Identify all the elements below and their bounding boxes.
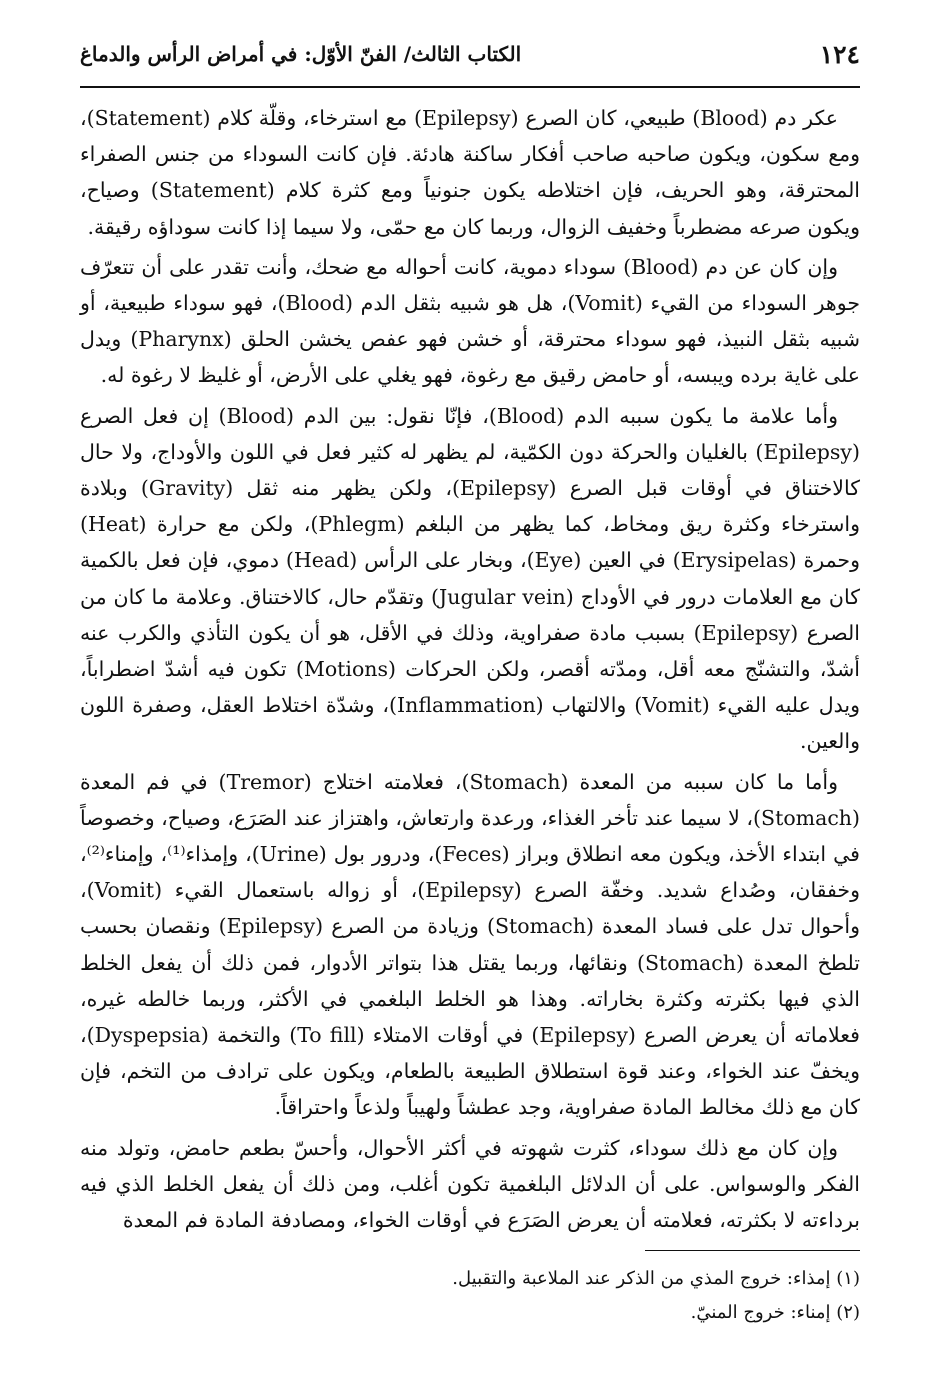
header-divider xyxy=(80,86,860,88)
footnotes xyxy=(80,1262,860,1330)
footnote-divider xyxy=(645,1250,860,1251)
page-number: ١٢٤ xyxy=(819,40,860,69)
paragraph: وإن كان عن دم (Blood) سوداء دموية، كانت أحواله مع ضحك، وأنت تقدر على أن تتعرّف جوهر السوداء من القيء (Vomit)، هل هو شبيه بثقل الدم (Blood)، فهو سوداء طبيعية، أو شبيه بثقل النبيذ، فهو سوداء محترقة، أو خشن فهو عفص يخشن الحلق (Pharynx) ويدل على غاية برده ويبسه، أو حامض رقيق مع رغوة، فهو يغلي على الأرض، أو غليظ لا رغوة له. xyxy=(80,254,861,388)
paragraph: وأما علامة ما يكون سببه الدم (Blood)، فإنّا نقول: بين الدم (Blood) إن فعل الصرع (Epilepsy) بالغليان والحركة دون الكمّية، لم يظهر له كثير فعل في اللون والأوداج، ولا حال كالاختناق في أوقات قبل الصرع (Epilepsy)، ولكن يظهر منه ثقل (Gravity) وبلادة واسترخاء وكثرة ريق ومخاط، كما يظهر من البلغم (Phlegm)، ولكن مع حرارة (Heat) وحمرة (Erysipelas) في العين (Eye)، وبخار على الرأس (Head) دموي، فإن فعل بالكمية كان مع العلامات درور في الأوداج (Jugular vein) وتقدّم حال، كالاختناق. وعلامة ما كان من الصرع (Epilepsy) بسبب مادة صفراوية، وذلك في الأقل، هو أن يكون التأذي والكرب عنه أشدّ، والتشنّج معه أقل، ومدّته أقصر، ولكن الحركات (Motions) تكون فيه أشدّ اضطراباً، ويدل عليه القيء (Vomit) والالتهاب (Inflammation)، وشدّة اختلاط العقل، وصفرة اللون والعين. xyxy=(80,403,860,754)
footnote: (١) إمذاء: خروج المذي من الذكر عند الملاعبة والتقبيل. xyxy=(452,1268,860,1289)
paragraph: وإن كان مع ذلك سوداء، كثرت شهوته في أكثر الأحوال، وأحسّ بطعم حامض، وتولد منه الفكر والوسواس. على أن الدلائل البلغمية تكون أغلب، ومن ذلك أن يفعل الخلط الذي فيه برداءته لا بكثرته، فعلامته أن يعرض الصَرَع في أوقات الخواء، ومصادفة المادة فم المعدة xyxy=(80,1135,860,1233)
paragraph: عكر دم (Blood) طبيعي، كان الصرع (Epilepsy) مع استرخاء، وقلّة كلام (Statement)، ومع سكون، ويكون صاحبه صاحب أفكار ساكنة هادئة. فإن كانت السوداء من جنس الصفراء المحترقة، وهو الحريف، فإن اختلاطه يكون جنونياً ومع كثرة كلام (Statement) وصياح، ويكون صرعه مضطرباً وخفيف الزوال، وربما كان مع حمّى، ولا سيما إذا كانت سوداؤه رقيقة. xyxy=(80,106,861,239)
running-title: الكتاب الثالث/ الفنّ الأوّل: في أمراض الرأس والدماغ xyxy=(80,42,522,66)
main-text xyxy=(80,100,860,1242)
page-header xyxy=(80,34,860,84)
paragraph: وأما ما كان سببه من المعدة (Stomach)، فعلامته اختلاج (Tremor) في فم المعدة (Stomach)، لا سيما عند تأخر الغذاء، ورعدة وارتعاش، واهتزاز عند الصَرَع، وصياح، وخصوصاً في ابتداء الأخذ، ويكون معه انطلاق وبراز (Feces)، ودرور بول (Urine)، وإمذاء⁽¹⁾، وإمناء⁽²⁾، وخفقان، وصُداع شديد. وخفّة الصرع (Epilepsy)، أو زواله باستعمال القيء (Vomit)، وأحوال تدل على فساد المعدة (Stomach) وزيادة من الصرع (Epilepsy) ونقصان بحسب تلطخ المعدة (Stomach) ونقائها، وربما يقتل هذا بتواتر الأدوار، فمن ذلك أن يفعل الخلط الذي فيها بكثرته وكثرة بخاراته. وهذا هو الخلط البلغمي في الأكثر، وربما خالطه غيره، فعلاماته أن يعرض الصرع (Epilepsy) في أوقات الامتلاء (To fill) والتخمة (Dyspepsia)، ويخفّ عند الخواء، وعند قوة استطلاق الطبيعة بالطعام، ويكون على ترادف من التخم، فإن كان مع ذلك مخالط المادة صفراوية، وجد عطشاً ولهيباً ولذعاً واحتراقاً. xyxy=(80,769,860,1120)
footnote: (٢) إمناء: خروج المنيّ. xyxy=(690,1302,860,1323)
